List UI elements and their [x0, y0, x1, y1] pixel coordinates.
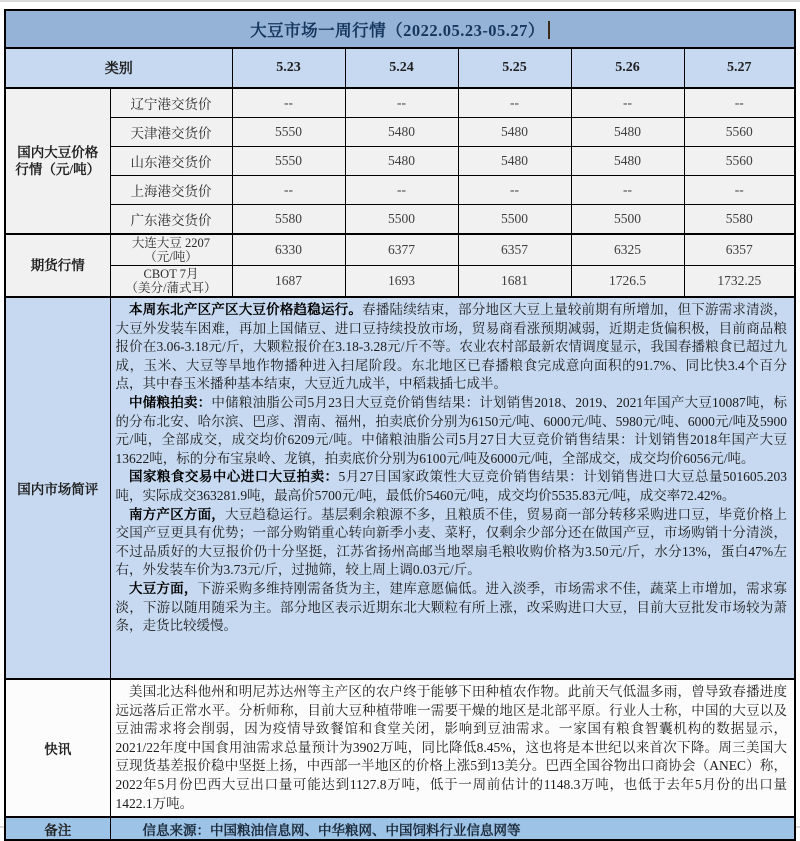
- price-cell[interactable]: 5480: [458, 147, 571, 176]
- date-column-header[interactable]: 5.23: [232, 48, 345, 88]
- port-label-guangdong[interactable]: 广东港交货价: [110, 205, 232, 235]
- domestic-price-group-label[interactable]: 国内大豆价格 行情（元/吨）: [5, 88, 110, 234]
- futures-label-dalian[interactable]: 大连大豆 2207 （元/吨）: [110, 234, 232, 266]
- price-cell[interactable]: 5480: [345, 147, 458, 176]
- title-row: [5, 10, 795, 48]
- soybean-weekly-table: [4, 9, 796, 841]
- price-cell[interactable]: 5580: [684, 205, 795, 235]
- price-cell[interactable]: --: [345, 176, 458, 205]
- futures-cell[interactable]: 6357: [458, 234, 571, 266]
- summary-paragraph: 国家粮食交易中心进口大豆拍卖：5月27日国家政策性大豆竞价销售结果：计划销售进口大豆总量501605.203吨，实际成交363281.9吨，最高价5700元/吨，最低价5460元/吨，成交均价5535.83元/吨，成交率72.42%。: [115, 469, 788, 503]
- remark-row: [5, 817, 795, 840]
- futures-cell[interactable]: 1726.5: [571, 266, 684, 298]
- price-cell[interactable]: --: [458, 88, 571, 118]
- price-cell[interactable]: 5550: [232, 147, 345, 176]
- date-column-header[interactable]: 5.24: [345, 48, 458, 88]
- price-cell[interactable]: --: [684, 88, 795, 118]
- price-cell[interactable]: 5500: [458, 205, 571, 235]
- futures-cell[interactable]: 1687: [232, 266, 345, 298]
- futures-cell[interactable]: 6377: [345, 234, 458, 266]
- port-label-shandong[interactable]: 山东港交货价: [110, 147, 232, 176]
- price-cell[interactable]: --: [458, 176, 571, 205]
- category-header-cell[interactable]: [5, 48, 232, 88]
- port-label-tianjin[interactable]: 天津港交货价: [110, 118, 232, 147]
- text-cursor: [548, 21, 550, 39]
- summary-paragraph: 大豆方面，下游采购多维持刚需备货为主，建库意愿偏低。进入淡季，市场需求不佳，蔬菜上市增加，需求寡淡，下游以随用随采为主。部分地区表示近期东北大颗粒有所上涨，改采购进口大豆，目前大豆批发市场较为萧条，走货比较缓慢。: [115, 580, 788, 634]
- summary-paragraph: 南方产区方面，大豆趋稳运行。基层剩余粮源不多，且粮质不佳，贸易商一部分转移采购进口豆，毕竟价格上交国产豆更具有优势；一部分购销重心转向新季小麦、菜籽，仅剩余少部分还在做国产豆，市场购销十分清淡，不过品质好的大豆报价仍十分坚挺，江苏省扬州高邮当地翠扇毛粮收购价格为3.50元/斤，水分13%，蛋白47%左右，外发装车价为3.73元/斤，过抛筛，较上周上调0.03元/斤。: [115, 506, 788, 578]
- remark-label[interactable]: 备注: [5, 817, 110, 840]
- category-header-label: 类别: [104, 62, 133, 77]
- remark-content[interactable]: [110, 817, 795, 840]
- futures-label-cbot[interactable]: CBOT 7月 （美分/蒲式耳）: [110, 266, 232, 298]
- price-row: [5, 205, 795, 235]
- market-summary-label[interactable]: 国内市场简评: [5, 297, 110, 679]
- port-label-shanghai[interactable]: 上海港交货价: [110, 176, 232, 205]
- futures-cell[interactable]: 6357: [684, 234, 795, 266]
- page-title: 大豆市场一周行情（2022.05.23-05.27）: [250, 21, 545, 40]
- futures-group-label[interactable]: 期货行情: [5, 234, 110, 297]
- price-cell[interactable]: --: [232, 88, 345, 118]
- price-cell[interactable]: 5580: [232, 205, 345, 235]
- futures-row: [5, 266, 795, 298]
- price-cell[interactable]: 5480: [345, 118, 458, 147]
- futures-cell[interactable]: 6325: [571, 234, 684, 266]
- market-summary-row: [5, 297, 795, 679]
- price-row: [5, 88, 795, 118]
- news-label[interactable]: 快讯: [5, 679, 110, 817]
- futures-cell[interactable]: 1693: [345, 266, 458, 298]
- news-row: [5, 679, 795, 817]
- date-column-header[interactable]: 5.27: [684, 48, 795, 88]
- price-cell[interactable]: 5480: [571, 118, 684, 147]
- price-cell[interactable]: 5550: [232, 118, 345, 147]
- port-label-liaoning[interactable]: 辽宁港交货价: [110, 88, 232, 118]
- futures-cell[interactable]: 6330: [232, 234, 345, 266]
- price-cell[interactable]: 5480: [571, 147, 684, 176]
- price-cell[interactable]: 5560: [684, 147, 795, 176]
- price-cell[interactable]: --: [345, 88, 458, 118]
- price-row: [5, 118, 795, 147]
- price-cell[interactable]: --: [232, 176, 345, 205]
- price-cell[interactable]: --: [571, 176, 684, 205]
- news-paragraph: 美国北达科他州和明尼苏达州等主产区的农户终于能够下田种植农作物。此前天气低温多雨，曾导致春播进度远远落后正常水平。分析师称，目前大豆种植带唯一需要干燥的地区是北部平原。行业人士称，中国的大豆以及豆油需求将会削弱，因为疫情导致餐馆和食堂关闭，影响到豆油需求。一家国有粮食智囊机构的数据显示，2021/22年度中国食用油需求总量预计为3902万吨，同比降低8.45%，这也将是本世纪以来首次下降。周三美国大豆现货基差报价稳中坚挺上扬，中西部一半地区的价格上涨5到13美分。巴西全国谷物出口商协会（ANEC）称，2022年5月份巴西大豆出口量可能达到1127.8万吨，低于一周前估计的1148.3万吨，也低于去年5月份的出口量1422.1万吨。: [115, 684, 787, 811]
- header-row: [5, 48, 795, 88]
- price-cell[interactable]: --: [571, 88, 684, 118]
- price-row: [5, 147, 795, 176]
- price-cell[interactable]: 5500: [345, 205, 458, 235]
- price-cell[interactable]: 5480: [458, 118, 571, 147]
- futures-cell[interactable]: 1681: [458, 266, 571, 298]
- summary-paragraph: 中储粮拍卖：中储粮油脂公司5月23日大豆竞价销售结果：计划销售2018、2019、2021年国产大豆10087吨，标的分布北安、哈尔滨、巴彦、渭南、福州，拍卖底价分别为6150元/吨、6000元/吨、5980元/吨、6000元/吨及5900元/吨，全部成交，成交均价6209元/吨。中储粮油脂公司5月27日大豆竞价销售结果：计划销售2018年国产大豆13622吨，标的分布宝泉岭、龙镇，拍卖底价分别为6100元/吨及6000元/吨，全部成交，成交均价6056元/吨。: [115, 394, 788, 466]
- price-cell[interactable]: 5500: [571, 205, 684, 235]
- price-row: [5, 176, 795, 205]
- document-title-cell[interactable]: [5, 10, 795, 48]
- price-cell[interactable]: --: [684, 176, 795, 205]
- info-source-text: 信息来源：中国粮油信息网、中华粮网、中国饲料行业信息网等: [142, 822, 521, 838]
- summary-paragraph: 本周东北产区产区大豆价格趋稳运行。春播陆续结束，部分地区大豆上量较前期有所增加，但下游需求清淡，大豆外发装车困难，再加上国储豆、进口豆持续投放市场，贸易商看涨预期减弱，近期走货偏积极，目前商品粮报价在3.06-3.18元/斤，大颗粒报价在3.18-3.28元/斤不等。农业农村部最新农情调度显示，我国春播粮食已超过九成，玉米、大豆等旱地作物播种进入扫尾阶段。东北地区已春播粮食完成意向面积的91.7%、同比快3.4个百分点，其中春玉米播种基本结束，大豆近九成半，中稻栽插七成半。: [115, 302, 788, 392]
- price-cell[interactable]: 5560: [684, 118, 795, 147]
- date-column-header[interactable]: 5.25: [458, 48, 571, 88]
- futures-row: [5, 234, 795, 266]
- date-column-header[interactable]: 5.26: [571, 48, 684, 88]
- futures-cell[interactable]: 1732.25: [684, 266, 795, 298]
- news-content[interactable]: [110, 679, 795, 817]
- market-summary-content[interactable]: [110, 297, 795, 679]
